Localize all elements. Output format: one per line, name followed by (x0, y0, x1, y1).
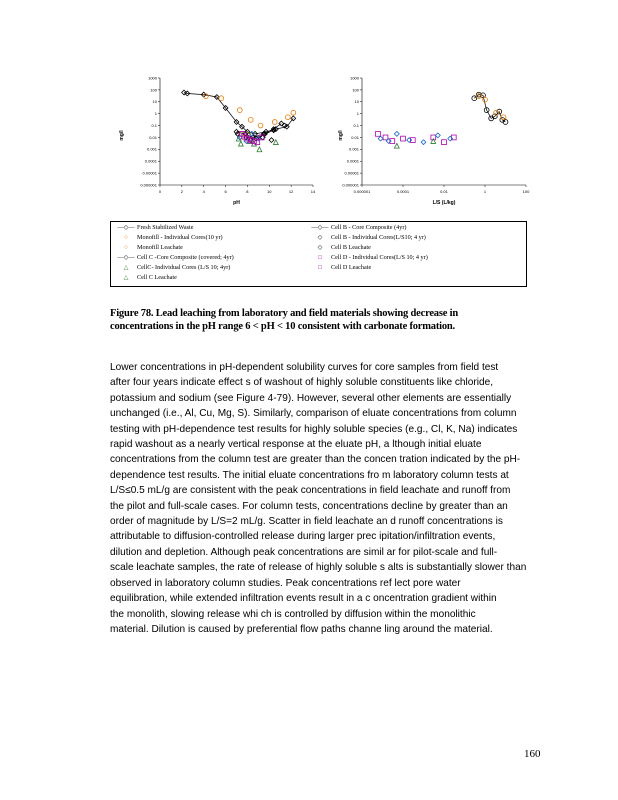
y-axis-label: mg/l (338, 130, 344, 141)
text-line: unchanged (i.e., Al, Cu, Mg, S). Similarly, comparison of eluate concentrations from column (110, 408, 517, 420)
y-tick-label: 100 (352, 87, 359, 93)
x-tick-label: 6 (224, 189, 227, 194)
legend-symbol: ◇ (317, 244, 323, 251)
diamond-marker (448, 136, 453, 141)
x-tick-label: 0.000001 (353, 189, 371, 194)
text-line: order of magnitude by L/S=2 mL/g. Scatter in field leachate an d runoff concentrations is (110, 516, 503, 528)
y-tick-label: 1000 (148, 75, 157, 81)
y-axis-label: mg/l (119, 130, 125, 141)
text-line: scale leachate samples, the rate of release of highly soluble s alts is substantially slower than (110, 562, 527, 574)
diamond-marker (407, 138, 412, 143)
y-tick-label: 0.0001 (144, 158, 157, 164)
legend-symbol: □ (318, 264, 322, 271)
y-tick-label: 0.001 (348, 146, 359, 152)
legend-entry (309, 234, 426, 242)
triangle-marker (394, 143, 399, 148)
legend-label: Cell D - Individual Cores(L/S 10; 4 yr) (331, 254, 428, 261)
text-line: Lower concentrations in pH‐dependent solubility curves for core samples from field test (110, 362, 499, 373)
figure-caption: Figure 78. Lead leaching from laboratory and field materials showing decrease in concentrations in the pH range 6 < pH < 10 consistent with carbonate formation. (110, 308, 458, 332)
text-line: material. Dilution is caused by preferential flow paths channe ling around the material. (110, 623, 493, 635)
text-line: rapid washout as a nearly vertical response at the eluate pH, a lthough initial eluate (110, 439, 482, 451)
text-line: testing with pH‐dependence test results for highly soluble species (e.g., Cl, K, Na) indicates (110, 423, 518, 435)
legend-label: Cell C -Core Composite (covered; 4yr) (137, 254, 234, 261)
text-line: equilibration, while extended infiltration events result in a c oncentration gradient within (110, 593, 497, 605)
x-axis-label: pH (233, 200, 240, 206)
legend-label: Cell D Leachate (331, 264, 372, 271)
circle-marker (285, 115, 290, 120)
legend-symbol: △ (123, 264, 129, 271)
y-tick-label: 10 (354, 99, 359, 105)
legend-entry (115, 224, 193, 232)
y-tick-label: 1000 (350, 75, 359, 81)
square-marker (383, 135, 388, 140)
circle-marker (472, 96, 477, 101)
triangle-marker (431, 139, 436, 144)
y-tick-label: 1 (154, 111, 157, 117)
x-tick-label: 14 (310, 189, 316, 194)
legend-entry (115, 234, 223, 242)
y-tick-label: 0.00001 (142, 170, 157, 176)
x-tick-label: 100 (522, 189, 530, 194)
triangle-marker (238, 141, 243, 146)
circle-marker (291, 110, 296, 115)
legend-entry (115, 244, 183, 252)
text-line: potassium and sodium (see Figure 4‐79). However, several other elements are essentially (110, 392, 512, 404)
square-marker (376, 131, 381, 136)
chart-lead-vs-ph (119, 75, 316, 206)
text-line: dependence test results. The initial eluate concentrations fro m laboratory column tests at (110, 469, 509, 481)
page-number: 160 (524, 748, 541, 760)
diamond-marker (386, 139, 391, 144)
legend-entry (115, 264, 230, 272)
legend-label: Monofill Leachate (137, 244, 183, 251)
x-tick-label: 0.0001 (396, 189, 410, 194)
legend-entry (309, 254, 428, 262)
legend-label: Fresh Stabilized Waste (137, 224, 194, 231)
figure-legend (110, 221, 527, 287)
text-line: dilution and depletion. Although peak concentrations are simil ar for pilot‐scale and full‐ (110, 546, 498, 558)
figure-charts (0, 0, 618, 220)
legend-symbol: ◇ (317, 234, 323, 241)
y-tick-label: 1 (356, 111, 359, 117)
legend-symbol: △ (123, 274, 129, 281)
triangle-marker (257, 147, 262, 152)
y-tick-label: 0.0001 (346, 158, 359, 164)
circle-marker (248, 117, 253, 122)
legend-entry (115, 254, 234, 262)
x-tick-label: 0.01 (440, 189, 448, 194)
text-line: L/S≤0.5 mL/g are consistent with the peak concentrations in field leachate and runoff from (110, 485, 511, 497)
diamond-marker (435, 133, 440, 138)
text-line: the pilot and full‐scale cases. For column tests, concentrations decline by greater than an (110, 500, 508, 512)
y-tick-label: 0.001 (146, 146, 157, 152)
y-tick-label: 0.01 (351, 134, 359, 140)
x-axis-label: L/S (L/kg) (432, 200, 456, 206)
legend-label: CellC- Individual Cores (L/S 10; 4yr) (137, 264, 231, 271)
diamond-marker (421, 140, 426, 145)
legend-symbol: ○ (124, 244, 128, 251)
series (182, 90, 296, 136)
chart-lead-vs-ls (338, 75, 530, 206)
legend-symbol: —◇— (117, 224, 135, 231)
legend-label: Cell B - Individual Cores(L/S10; 4 yr) (331, 234, 426, 241)
legend-label: Cell B Leachate (331, 244, 371, 251)
triangle-marker (273, 140, 278, 145)
x-tick-label: 0 (158, 189, 162, 194)
square-marker (442, 140, 447, 145)
legend-symbol: ○ (124, 234, 128, 241)
x-tick-label: 1 (483, 189, 487, 194)
legend-symbol: —◇— (117, 254, 135, 261)
x-tick-label: 4 (202, 189, 205, 194)
body-paragraph (110, 360, 535, 637)
text-line: after four years indicate effect s of washout of highly soluble constituents like chloride, (110, 377, 494, 389)
y-tick-label: 100 (150, 87, 157, 93)
legend-entry (309, 224, 406, 232)
text-line: observed in laboratory column studies. Peak concentrations ref lect pore water (110, 577, 461, 589)
legend-label: Cell B - Core Composite (4yr) (331, 224, 407, 231)
x-tick-label: 8 (246, 189, 249, 194)
y-tick-label: 0.00001 (344, 170, 359, 176)
circle-marker (258, 123, 263, 128)
legend-entry (309, 264, 371, 272)
legend-entry (309, 244, 371, 252)
diamond-marker (269, 138, 274, 143)
circle-marker (219, 96, 224, 101)
diamond-marker (378, 136, 383, 141)
y-tick-label: 10 (152, 99, 157, 105)
text-line: the monolith, slowing release whi ch is controlled by diffusion within the monolithic (110, 608, 476, 620)
y-tick-label: 0.000001 (140, 182, 157, 188)
y-tick-label: 0.000001 (342, 182, 359, 188)
square-marker (401, 136, 406, 141)
legend-symbol: □ (318, 254, 322, 261)
legend-symbol: —◇— (311, 224, 329, 231)
diamond-marker (394, 131, 399, 136)
y-tick-label: 0.1 (151, 122, 157, 128)
y-tick-label: 0.01 (149, 134, 157, 140)
x-tick-label: 10 (267, 189, 272, 194)
text-line: concentrations from the column test are greater than the concen tration indicated by the pH‐ (110, 454, 521, 466)
y-tick-label: 0.1 (353, 122, 359, 128)
x-tick-label: 2 (180, 189, 183, 194)
circle-marker (237, 108, 242, 113)
x-tick-label: 12 (288, 189, 294, 194)
circle-marker (483, 97, 488, 102)
legend-label: Cell C Leachate (137, 274, 177, 281)
circle-marker (272, 120, 277, 125)
legend-label: Monofill - Individual Cores(10 yr) (137, 234, 223, 241)
text-line: attributable to diffusion‐controlled release during larger prec ipitation/infiltration events, (110, 531, 496, 543)
legend-entry (115, 274, 177, 282)
